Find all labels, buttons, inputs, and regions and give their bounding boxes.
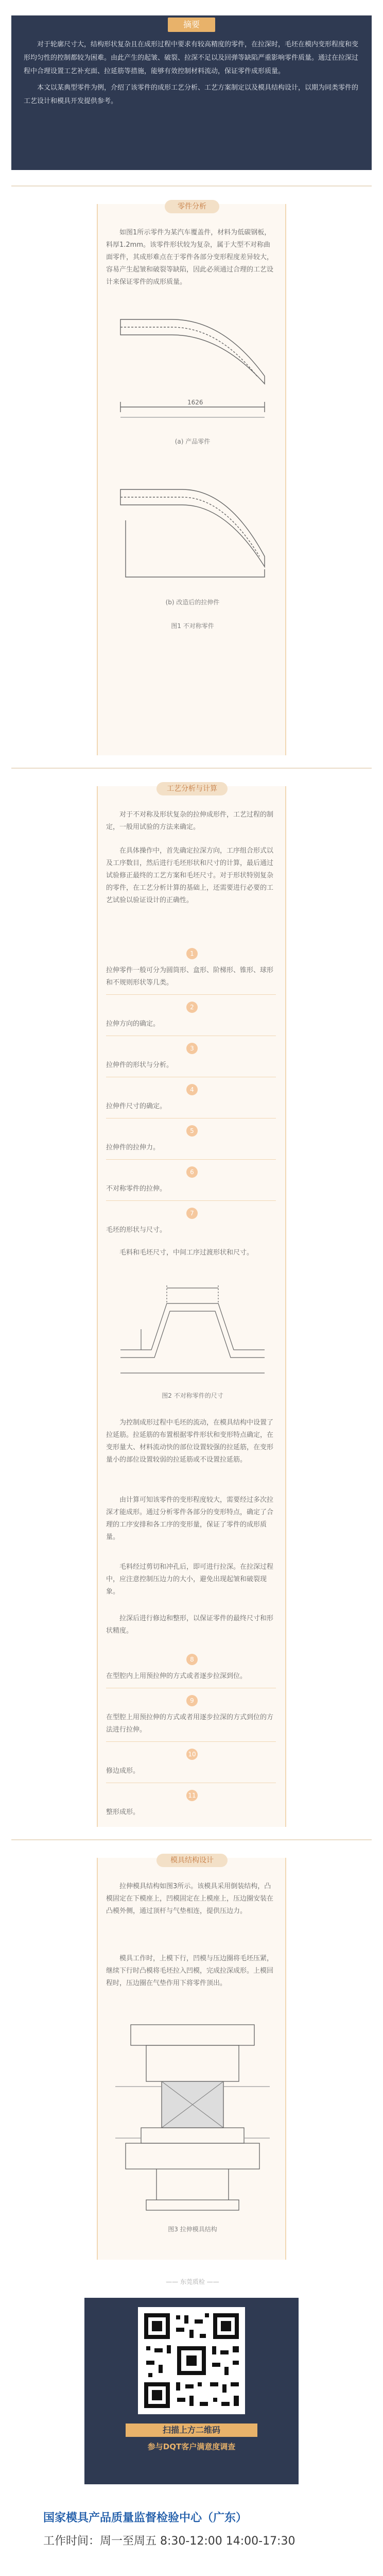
figure1b-outline <box>120 489 265 567</box>
org-name: 国家模具产品质量监督检验中心（广东） <box>43 2512 248 2524</box>
promo-note: —— 东莞质检 —— <box>166 2278 219 2285</box>
step-number: 2 <box>186 1002 198 1013</box>
step-text: 修边成形。 <box>106 1767 140 1775</box>
section1-title: 零件分析 <box>165 200 219 213</box>
section2-paragraph: 拉深后进行修边和整形，以保证零件的最终尺寸和形状精度。 <box>106 1615 274 1635</box>
step-text: 拉伸件的形状与分析。 <box>106 1061 173 1069</box>
step-text: 毛坯的形状与尺寸。 <box>106 1226 167 1234</box>
blank-holder <box>141 2128 244 2143</box>
figure1a-caption: (a) 产品零件 <box>175 438 211 445</box>
figure1b-flange <box>126 520 265 577</box>
step-number: 10 <box>186 1749 198 1760</box>
intro-paragraph: 对于轮廓尺寸大，结构形状复杂且在成形过程中要求有较高精度的零件，在拉深时，毛坯在模内变形程度和变形均匀性的控制都较为困难。由此产生的起皱、破裂、拉深不足以及回弹等缺陷严重影响零件质量。通过在拉深过程中合理设置工艺补充面、拉延筋等措施，能够有效控制材料流动，保证零件成形质量。 <box>24 41 359 75</box>
section2-paragraph: 由计算可知该零件的变形程度较大，需要经过多次拉深才能成形。通过分析零件各部分的变形特点，确定了合理的工序安排和各工序的变形量，保证了零件的成形质量。 <box>106 1496 274 1541</box>
section3-paragraph: 模具工作时，上模下行，凹模与压边圈将毛坯压紧，继续下行时凸模将毛坯拉入凹模，完成拉深成形。上模回程时，压边圈在气垫作用下将零件顶出。 <box>106 1955 274 1987</box>
step-divider <box>106 994 276 995</box>
intro-tag: 摘要 <box>168 18 215 32</box>
step-text: 在型腔上用预拉伸的方式或者用逐步拉深的方式到位的方法进行拉伸。 <box>106 1714 274 1734</box>
qr-caption-line1: 扫描上方二维码 <box>126 2424 257 2437</box>
section2-paragraph: 在具体操作中，首先确定拉深方向，工序组合形式以及工序数目，然后进行毛坯形状和尺寸的计算，最后通过试验修正最终的工艺方案和毛坯尺寸。对于形状特别复杂的零件，在工艺分析计算的基础上，还需要进行必要的工艺试验以验证设计的正确性。 <box>106 847 274 904</box>
lower-die-plate <box>126 2143 259 2169</box>
step-divider <box>106 1200 276 1201</box>
survey-qr-code[interactable] <box>138 2307 245 2414</box>
step-text: 拉伸零件一般可分为圆筒形、盒形、阶梯形、锥形、球形和不规则形状等几类。 <box>106 967 274 987</box>
step-divider <box>106 1741 276 1742</box>
section2-title: 工艺分析与计算 <box>156 782 228 795</box>
divider <box>11 768 372 769</box>
step-number: 1 <box>186 948 198 959</box>
figure1a-centerline <box>120 327 257 376</box>
intro-paragraph: 本文以某典型零件为例，介绍了该零件的成形工艺分析、工艺方案制定以及模具结构设计，以期为同类零件的工艺设计和模具开发提供参考。 <box>24 84 359 105</box>
figure2 <box>110 1273 275 1386</box>
section-rail <box>97 1858 98 2260</box>
divider <box>11 185 372 187</box>
figure2-caption: 图2 不对称零件的尺寸 <box>162 1392 223 1399</box>
section2-paragraph: 毛料和毛坯尺寸，中间工序过渡形状和尺寸。 <box>119 1249 254 1257</box>
section-rail <box>285 1858 286 2260</box>
figure1b <box>110 459 275 592</box>
work-hours: 工作时间：周一至周五 8:30-12:00 14:00-17:30 <box>43 2535 295 2548</box>
figure2-profile <box>120 1303 265 1350</box>
section-rail <box>97 204 98 755</box>
upper-die-plate <box>131 2025 254 2045</box>
section1-paragraph: 如图1所示零件为某汽车覆盖件，材料为低碳钢板，料厚1.2mm。该零件形状较为复杂，属于大型不对称曲面零件，其成形难点在于零件各部分变形程度差异较大，容易产生起皱和破裂等缺陷，因此必须通过合理的工艺设计来保证零件的成形质量。 <box>106 229 274 286</box>
step-number: 6 <box>186 1166 198 1178</box>
section-rail <box>285 204 286 755</box>
figure3 <box>110 2014 275 2221</box>
section3-paragraph: 拉伸模具结构如图3所示。该模具采用倒装结构，凸模固定在下模座上，凹模固定在上模座上，压边圈安装在凸模外侧，通过顶杆与气垫相连，提供压边力。 <box>106 1883 274 1915</box>
step-number: 7 <box>186 1208 198 1219</box>
step-number: 4 <box>186 1084 198 1095</box>
step-number: 9 <box>186 1695 198 1706</box>
section-rail <box>285 786 286 1827</box>
qr-caption-line2: 参与DQT客户满意度调查 <box>147 2442 236 2451</box>
figure1a-outline <box>120 319 265 384</box>
figure3-caption: 图3 拉伸模具结构 <box>168 2226 217 2233</box>
step-text: 整形成形。 <box>106 1808 140 1816</box>
section2-paragraph: 为控制成形过程中毛坯的流动，在模具结构中设置了拉延筋。拉延筋的布置根据零件形状和变形特点确定，在变形量大、材料流动快的部位设置较强的拉延筋，在变形量小的部位设置较弱的拉延筋或不设置拉延筋。 <box>106 1419 274 1464</box>
figure1a <box>110 299 275 433</box>
step-text: 不对称零件的拉伸。 <box>106 1185 167 1193</box>
step-text: 拉伸件尺寸的确定。 <box>106 1103 167 1110</box>
divider <box>11 1839 372 1840</box>
step-text: 拉伸件的拉伸力。 <box>106 1144 160 1151</box>
step-number: 8 <box>186 1654 198 1665</box>
section2-paragraph: 对于不对称及形状复杂的拉伸成形件，工艺过程的制定，一般用试验的方法来确定。 <box>106 811 274 831</box>
intro-text <box>24 38 359 111</box>
step-number: 5 <box>186 1125 198 1137</box>
figure1b-caption: (b) 改造后的拉伸件 <box>165 599 220 606</box>
figure1-caption: 图1 不对称零件 <box>171 622 214 630</box>
figure1a-dimension: 1626 <box>187 399 203 406</box>
die-block <box>146 2045 239 2081</box>
section-rail <box>97 786 98 1827</box>
section3-title: 模具结构设计 <box>156 1854 228 1867</box>
step-number: 11 <box>186 1790 198 1801</box>
section2-paragraph: 毛料经过剪切和冲孔后，即可进行拉深。在拉深过程中，应注意控制压边力的大小，避免出现起皱和破裂现象。 <box>106 1563 274 1596</box>
step-text: 在型腔内上用预拉伸的方式或者逐步拉深到位。 <box>106 1672 247 1680</box>
step-text: 拉伸方向的确定。 <box>106 1020 160 1028</box>
step-divider <box>106 1159 276 1160</box>
step-number: 3 <box>186 1043 198 1054</box>
